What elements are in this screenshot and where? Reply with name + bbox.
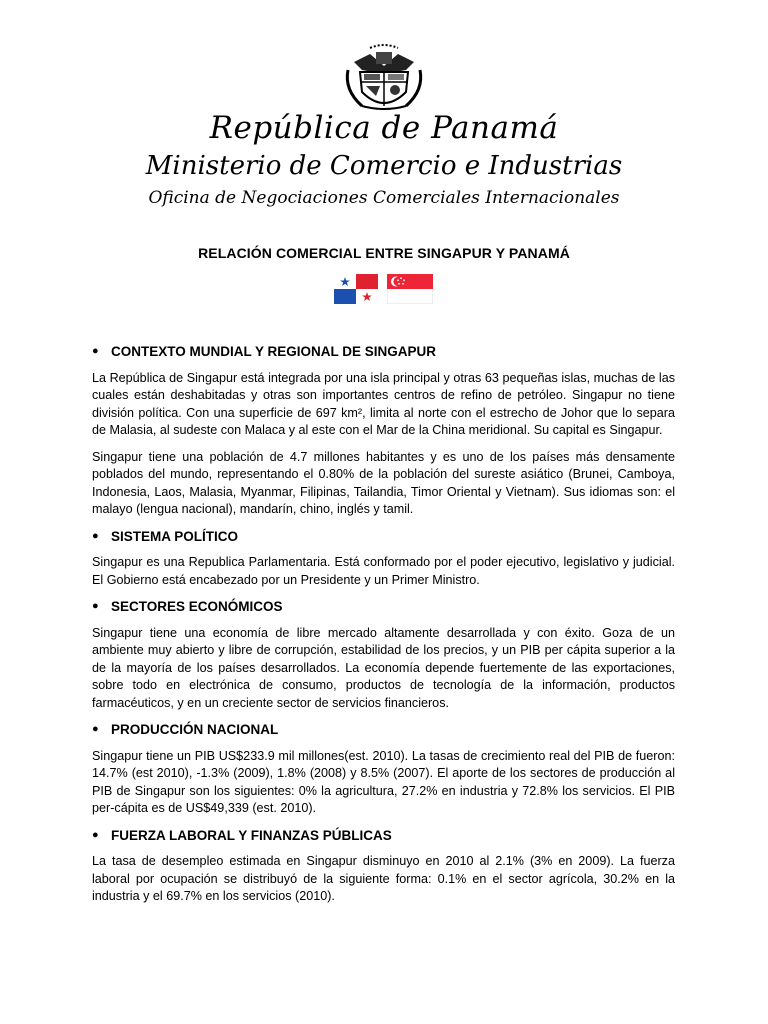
section-heading-text: CONTEXTO MUNDIAL Y REGIONAL DE SINGAPUR <box>111 344 437 359</box>
panama-flag-icon <box>334 274 378 304</box>
section-sectores-economicos <box>92 598 675 712</box>
section-heading-text: PRODUCCIÓN NACIONAL <box>111 722 279 737</box>
header-office: Oficina de Negociaciones Comerciales Internacionales <box>148 188 620 208</box>
paragraph: Singapur tiene un PIB US$233.9 mil millones(est. 2010). La tasas de crecimiento real del PIB de fueron: 14.7% (est 2010), -1.3% (2009), 1.8% (2008) y 8.5% (2007). El aporte de los sectores de producción al PIB de Singapur son los siguientes: 0% la agricultura, 27.2% en industria y 72.8% los servicios. El PIB per-cápita es de US$49,339 (est. 2010). <box>92 748 675 815</box>
paragraph: Singapur tiene una economía de libre mercado altamente desarrollada y con éxito. Goza de un ambiente muy abierto y libre de corrupción, estabilidad de los precios, y un PIB per cápita superior a la de la mayoría de los países desarrollados. La economía depende fuertemente de las exportaciones, sobre todo en electrónica de consumo, productos de tecnología de la información, productos farmacéuticos, y en un creciente sector de servicios financieros. <box>92 625 675 710</box>
section-fuerza-laboral <box>92 827 675 906</box>
section-heading <box>92 827 675 845</box>
section-heading <box>92 528 675 546</box>
section-heading <box>92 343 675 361</box>
section-heading <box>92 721 675 739</box>
document-title: RELACIÓN COMERCIAL ENTRE SINGAPUR Y PANAMÁ <box>198 245 570 261</box>
section-produccion-nacional <box>92 721 675 818</box>
header-ministry: Ministerio de Comercio e Industrias <box>145 151 623 181</box>
header-republic: República de Panamá <box>209 110 559 146</box>
section-heading-text: SISTEMA POLÍTICO <box>111 528 239 544</box>
section-heading-text: FUERZA LABORAL Y FINANZAS PÚBLICAS <box>111 827 392 843</box>
section-contexto <box>92 343 675 519</box>
bullet-icon: ● <box>92 529 99 542</box>
bullet-icon: ● <box>92 828 99 841</box>
bullet-icon: ● <box>92 345 99 357</box>
paragraph: Singapur tiene una población de 4.7 millones habitantes y es uno de los países más densamente poblados del mundo, representando el 0.80% de la población del sureste asiático (Brunei, Camboya, Indonesia, Laos, Malasia, Myanmar, Filipinas, Tailandia, Timor Oriental y Vietnam). Sus idiomas son: el malayo (lengua nacional), mandarín, chino, inglés y tamil. <box>92 449 675 516</box>
section-heading <box>92 598 675 616</box>
document-body <box>92 343 675 915</box>
paragraph: Singapur es una Republica Parlamentaria. Está conformado por el poder ejecutivo, legislativo y judicial. El Gobierno está encabezado por un Presidente y un Primer Ministro. <box>92 555 675 587</box>
coat-of-arms-icon <box>340 40 428 114</box>
section-sistema-politico <box>92 528 675 590</box>
section-heading-text: SECTORES ECONÓMICOS <box>111 599 283 614</box>
paragraph: La República de Singapur está integrada por una isla principal y otras 63 pequeñas islas, muchas de las cuales están deshabitadas y otras son importantes centros de refino de petróleo. Singapur no tiene división política. Con una superficie de 697 km², limita al norte con el estrecho de Johor que lo separa de Malasia, al sudeste con Malaca y al este con el Mar de la China meridional. Su capital es Singapur. <box>92 370 675 437</box>
paragraph: La tasa de desempleo estimada en Singapur disminuyo en 2010 al 2.1% (3% en 2009). La fuerza laboral por ocupación se distribuyó de la siguiente forma: 0.1% en el sector agrícola, 30.2% en la industria y el 69.7% en los servicios (2010). <box>92 854 675 903</box>
bullet-icon: ● <box>92 600 99 612</box>
singapore-flag-icon <box>387 274 433 304</box>
bullet-icon: ● <box>92 723 99 735</box>
